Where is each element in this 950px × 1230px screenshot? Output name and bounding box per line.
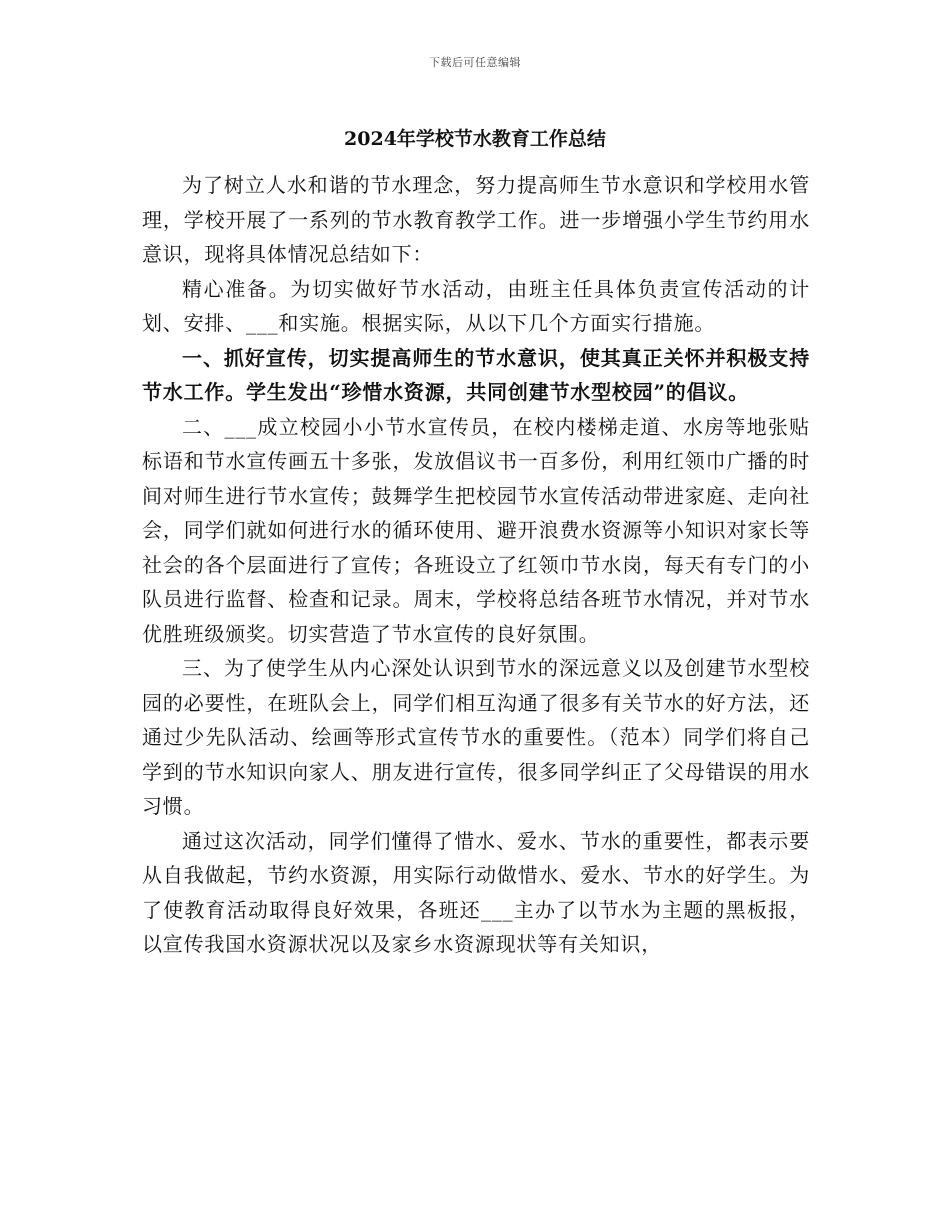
document-body	[142, 168, 810, 962]
paragraph-intro: 为了树立人水和谐的节水理念，努力提高师生节水意识和学校用水管理，学校开展了一系列的节水教育教学工作。进一步增强小学生节约用水意识，现将具体情况总结如下：	[142, 173, 810, 266]
document-title: 2024年学校节水教育工作总结	[344, 128, 606, 150]
paragraph-section-one: 一、抓好宣传，切实提高师生的节水意识，使其真正关怀并积极支持节水工作。学生发出“珍惜水资源，共同创建节水型校园”的倡议。	[142, 345, 810, 404]
paragraph-section-two: 二、___成立校园小小节水宣传员，在校内楼梯走道、水房等地张贴标语和节水宣传画五十多张，发放倡议书一百多份，利用红领巾广播的时间对师生进行节水宣传；鼓舞学生把校园节水宣传活动带进家庭、走向社会，同学们就如何进行水的循环使用、避开浪费水资源等小知识对家长等社会的各个层面进行了宣传；各班设立了红领巾节水岗，每天有专门的小队员进行监督、检查和记录。周末，学校将总结各班节水情况，并对节水优胜班级颁奖。切实营造了节水宣传的良好氛围。	[142, 414, 810, 646]
paragraph-conclusion: 通过这次活动，同学们懂得了惜水、爱水、节水的重要性，都表示要从自我做起，节约水资源，用实际行动做惜水、爱水、节水的好学生。为了使教育活动取得良好效果，各班还___主办了以节水为主题的黑板报，以宣传我国水资源状况以及家乡水资源现状等有关知识，	[142, 828, 810, 956]
paragraph-section-three: 三、为了使学生从内心深处认识到节水的深远意义以及创建节水型校园的必要性，在班队会上，同学们相互沟通了很多有关节水的好方法，还通过少先队活动、绘画等形式宣传节水的重要性。（范本）同学们将自己学到的节水知识向家人、朋友进行宣传，很多同学纠正了父母错误的用水习惯。	[142, 656, 810, 818]
header-note: 下载后可任意编辑	[429, 56, 521, 69]
paragraph-preparation: 精心准备。为切实做好节水活动，由班主任具体负责宣传活动的计划、安排、___和实施。根据实际，从以下几个方面实行措施。	[142, 276, 810, 335]
